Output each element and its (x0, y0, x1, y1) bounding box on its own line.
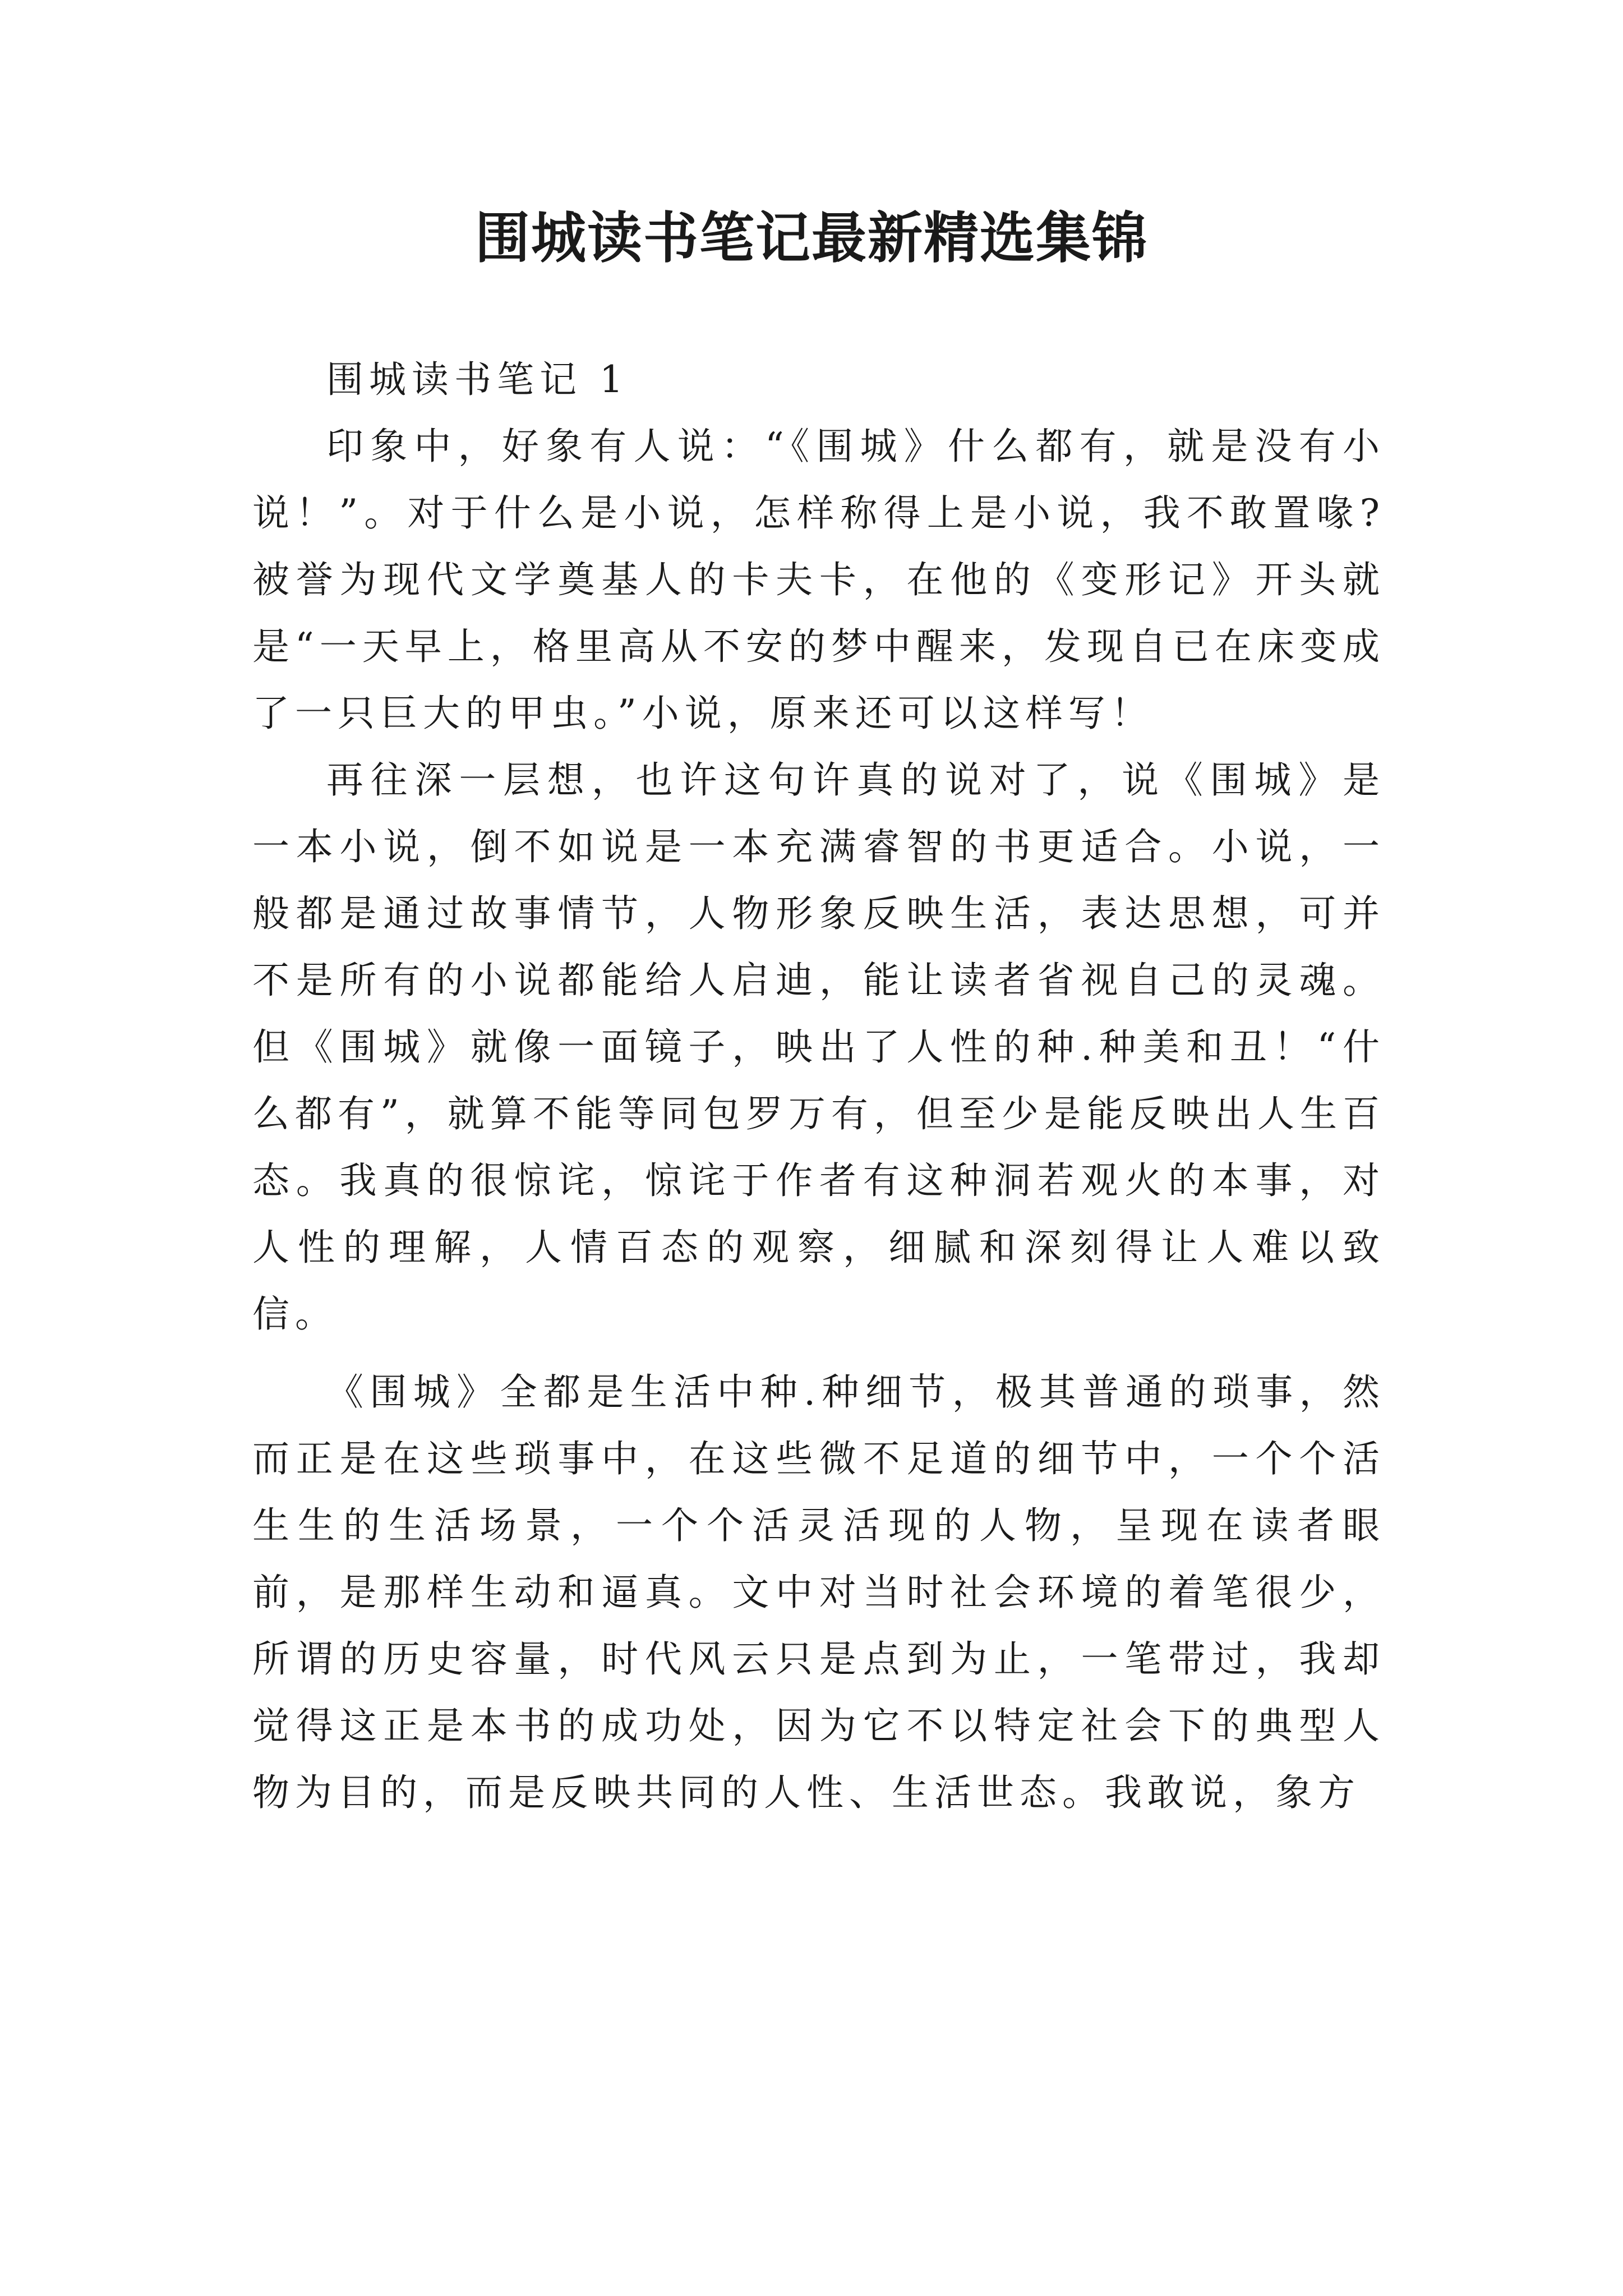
paragraph: 印象中，好象有人说：“《围城》什么都有，就是没有小说！”。对于什么是小说，怎样称得上是小说，我不敢置喙?被誉为现代文学奠基人的卡夫卡，在他的《变形记》开头就是“一天早上，格里高从不安的梦中醒来，发现自已在床变成了一只巨大的甲虫。”小说，原来还可以这样写！ (252, 425, 1385, 735)
document-title: 围城读书笔记最新精选集锦 (474, 206, 1148, 270)
paragraph: 再往深一层想，也许这句许真的说对了，说《围城》是一本小说，倒不如说是一本充满睿智的书更适合。小说，一般都是通过故事情节，人物形象反映生活，表达思想，可并不是所有的小说都能给人启迪，能让读者省视自己的灵魂。但《围城》就像一面镜子，映出了人性的种.种美和丑！“什么都有”，就算不能等同包罗万有，但至少是能反映出人生百态。我真的很惊诧，惊诧于作者有这种洞若观火的本事，对人性的理解，人情百态的观察，细腻和深刻得让人难以致信。 (252, 758, 1385, 1336)
section-heading: 围城读书笔记 1 (326, 358, 629, 401)
paragraph: 《围城》全都是生活中种.种细节，极其普通的琐事，然而正是在这些琐事中，在这些微不足道的细节中，一个个活生生的生活场景，一个个活灵活现的人物，呈现在读者眼前，是那样生动和逼真。文中对当时社会环境的着笔很少，所谓的历史容量，时代风云只是点到为止，一笔带过，我却觉得这正是本书的成功处，因为它不以特定社会下的典型人物为目的，而是反映共同的人性、生活世态。我敢说，象方 (252, 1370, 1385, 1814)
document-body (252, 346, 1385, 1826)
